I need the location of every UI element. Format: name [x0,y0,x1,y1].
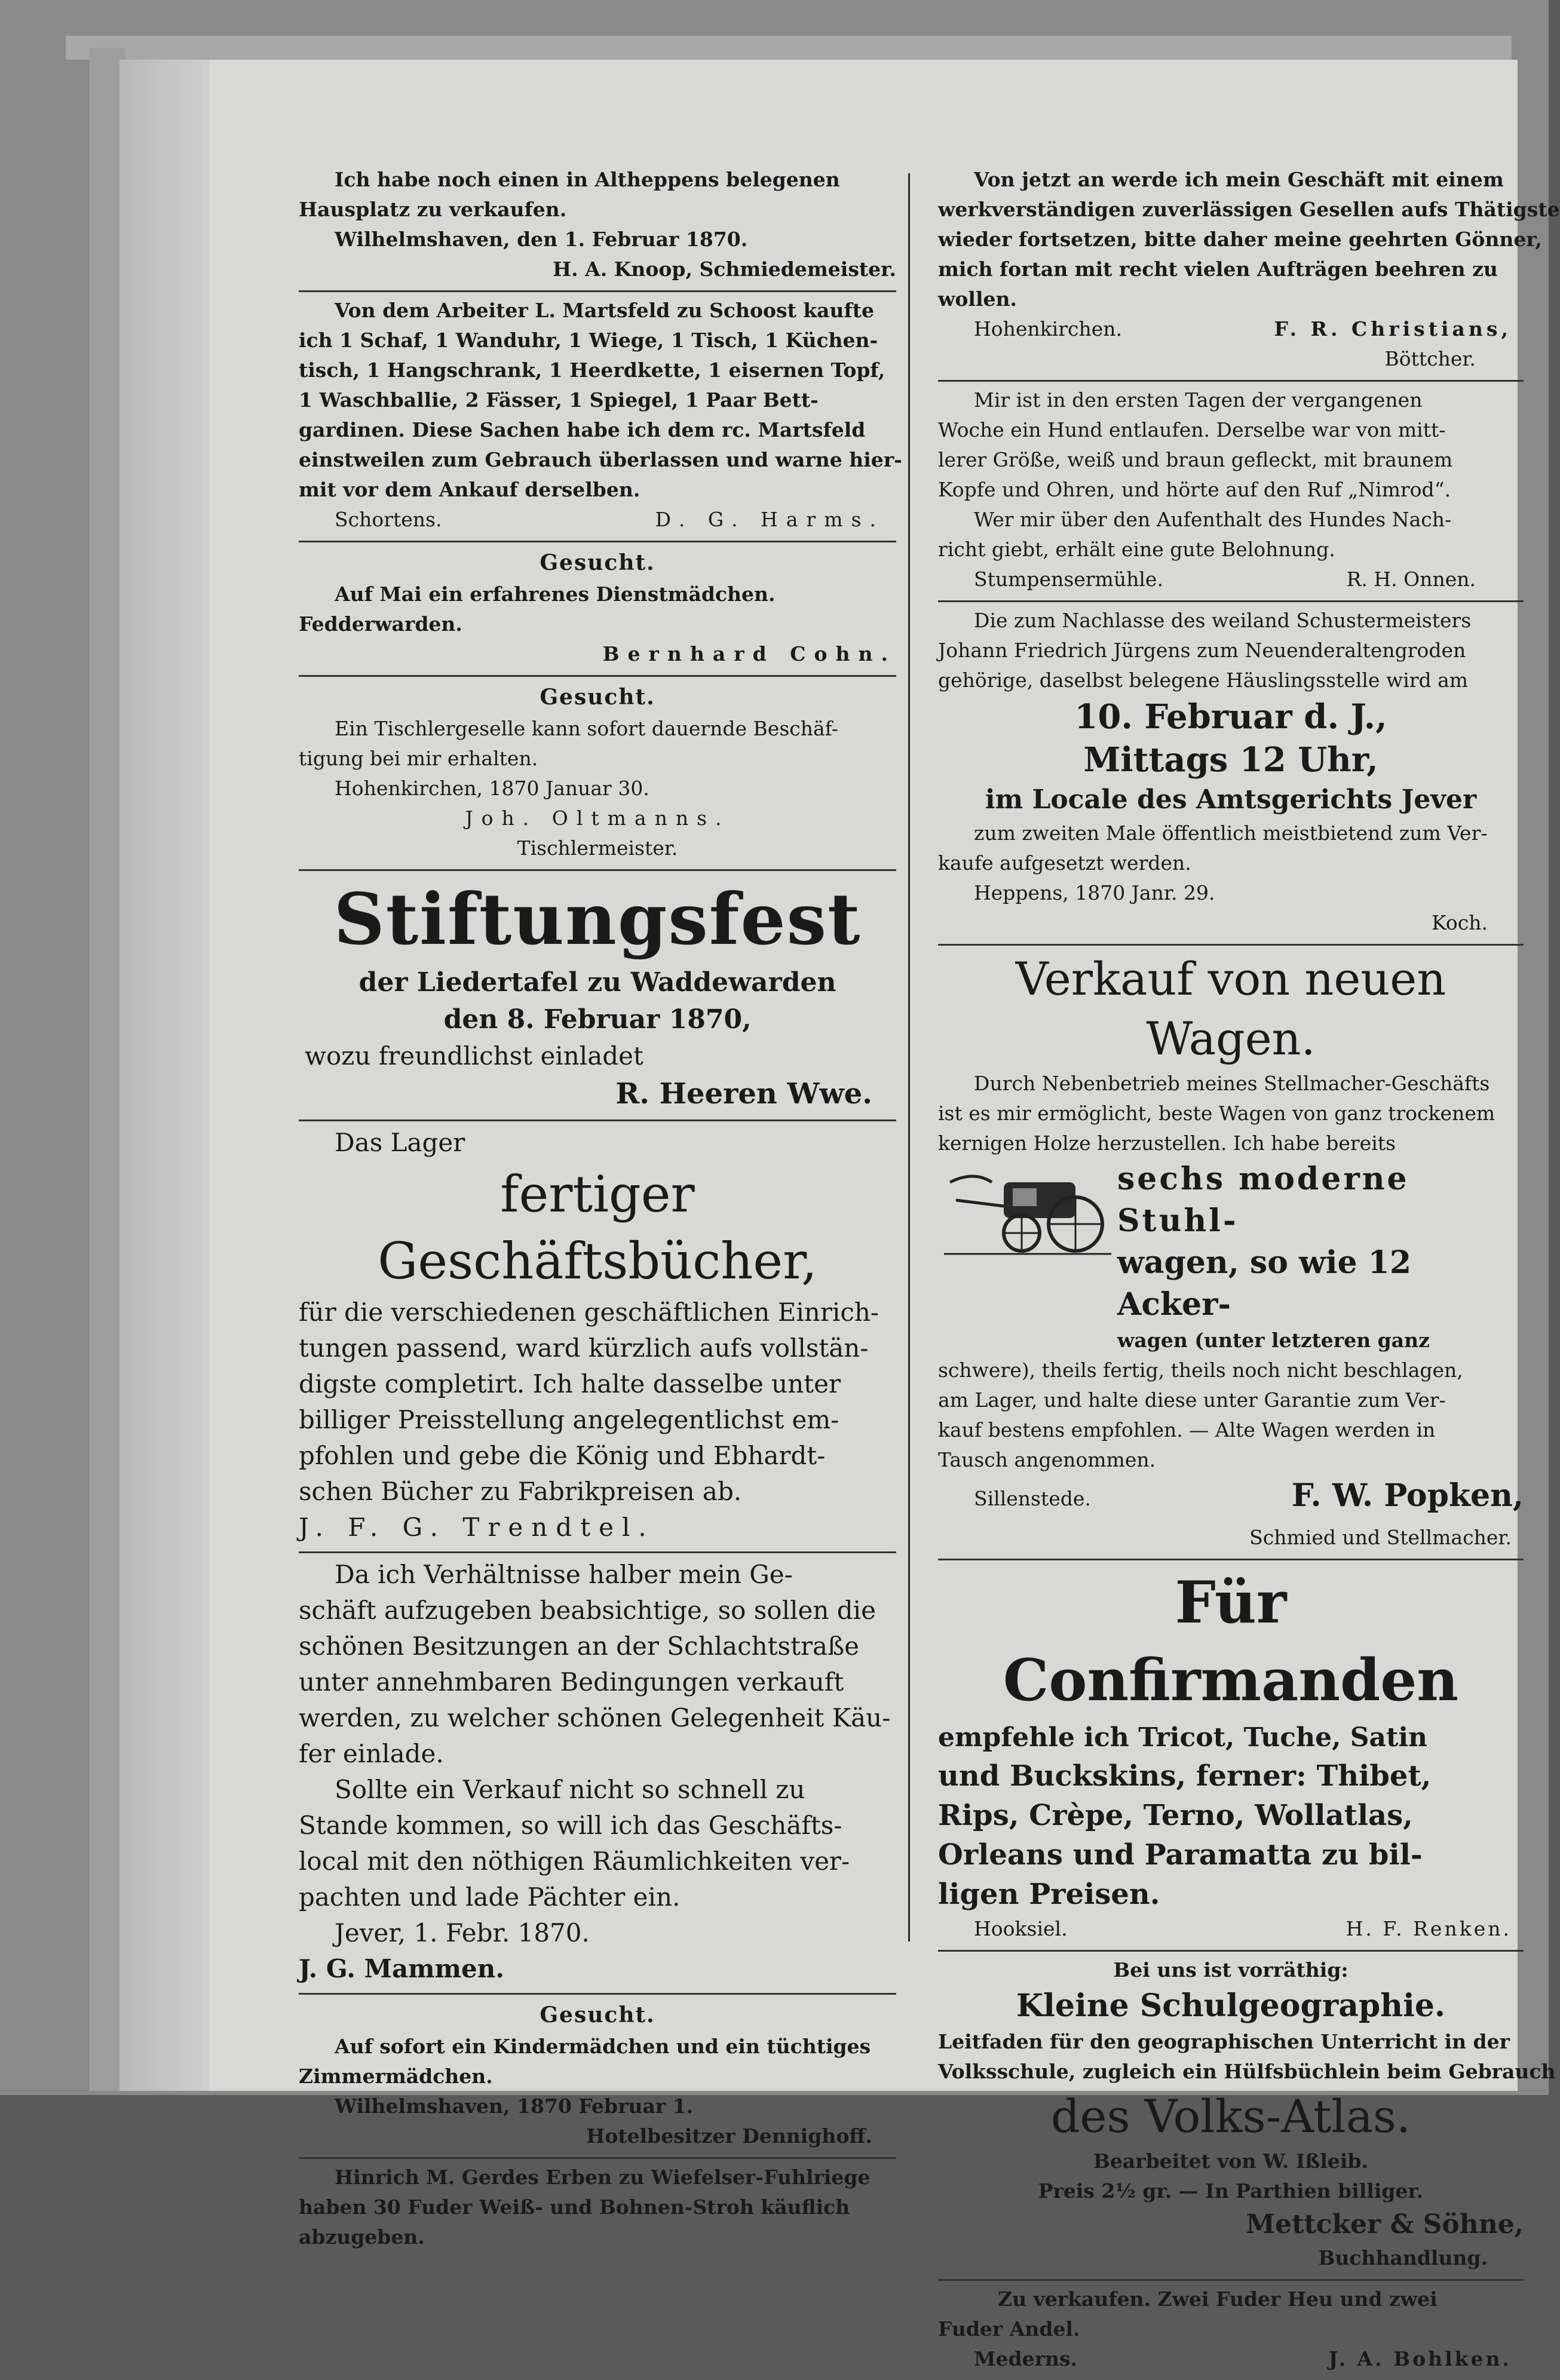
ad-text-line: für die verschiedenen geschäftlichen Einrich- [299,1298,879,1327]
ad-text-line: local mit den nöthigen Räumlichkeiten ver- [299,1847,850,1876]
ad-confirmanden [938,1560,1524,1952]
ad-text-line: Volksschule, zugleich ein Hülfsbüchlein beim Gebrauch [938,2060,1556,2083]
ad-title-secondary: des Volks-Atlas. [1050,2090,1411,2143]
ad-title: Stiftungsfest [333,878,862,961]
ad-text-line: schäft aufzugeben beabsichtige, so sollen die [299,1596,876,1625]
ad-dateline: Wilhelmshaven, den 1. Februar 1870. [335,228,748,251]
ad-author: Bearbeitet von W. Ißleib. [1093,2149,1368,2173]
ad-text-line: 1 Waschballie, 2 Fässer, 1 Spiegel, 1 Paar Bett- [299,388,819,412]
ad-hund-entlaufen [938,382,1524,602]
ad-text-line: der Liedertafel zu Waddewarden [358,967,836,998]
left-column [299,161,902,2249]
ad-text-line: Ich habe noch einen in Altheppens belegenen [335,168,840,191]
ad-tischlergeselle [299,677,896,871]
ad-dateline: Jever, 1. Febr. 1870. [335,1918,590,1947]
ad-place: Hohenkirchen. [974,317,1123,341]
ad-stroh [299,2159,896,2258]
ad-signature: J. A. Bohlken. [1328,2347,1512,2370]
ad-signature: J. G. Mammen. [299,1954,504,1983]
ad-text-line: Da ich Verhältnisse halber mein Ge- [335,1560,793,1589]
ad-wagen [938,946,1524,1560]
ad-title: fertiger Geschäftsbücher, [378,1165,817,1290]
ad-title: Buchhandlung. [1318,2246,1488,2269]
ad-text-line: unter annehmbaren Bedingungen verkauft [299,1667,844,1697]
ad-text-line: Leitfaden für den geographischen Unterricht in der [938,2030,1510,2053]
ad-text-line: wozu freundlichst einladet [305,1041,643,1071]
ad-signature: H. F. Renken. [1346,1917,1512,1940]
ad-intro: Das Lager [335,1128,465,1157]
ad-intro: Bei uns ist vorräthig: [1113,1958,1348,1982]
ad-signature: Koch. [1432,911,1488,934]
ad-date-big: 10. Februar d. J., [1074,697,1387,737]
ad-text-line: den 8. Februar 1870, [443,1004,752,1035]
ad-dienstmaedchen [299,542,896,677]
ad-text-line: Kopfe und Ohren, und hörte auf den Ruf „Nimrod“. [938,478,1451,501]
ad-hausplatz [299,161,896,292]
ad-signature: Bernhard Cohn. [602,642,896,665]
ad-price: Preis 2½ gr. — In Parthien billiger. [1038,2179,1424,2203]
ad-text-line: kaufe aufgesetzt werden. [938,851,1191,875]
ad-text-line: digste completirt. Ich halte dasselbe unter [299,1369,841,1398]
ad-carriage-text [1117,1158,1524,1355]
ad-text-line: sechs moderne Stuhl- [1117,1161,1409,1239]
ad-text-line: Orleans und Paramatta zu bil- [938,1838,1423,1872]
ad-title: Für Confirmanden [1003,1569,1459,1714]
ad-geschaeftsbuecher [299,1121,896,1553]
ad-text-line: gardinen. Diese Sachen habe ich dem rc. Martsfeld [299,418,866,441]
ad-text-line: zum zweiten Male öffentlich meistbietend zum Ver- [974,821,1488,845]
ad-text-line: billiger Preisstellung angelegentlichst em- [299,1405,839,1434]
page-stack-edge [119,60,209,2091]
ad-text-line: pachten und lade Pächter ein. [299,1882,681,1912]
ad-time-big: Mittags 12 Uhr, [1083,740,1378,780]
ad-place: Stumpensermühle. [974,568,1163,591]
ad-schulgeographie [938,1952,1556,2281]
ad-text-line: kernigen Holze herzustellen. Ich habe bereits [938,1131,1396,1155]
ad-dateline: Wilhelmshaven, 1870 Februar 1. [335,2094,694,2118]
ad-text-line: Tausch angenommen. [938,1448,1156,1471]
ad-text-line: Johann Friedrich Jürgens zum Neuenderaltengroden [938,639,1466,662]
ad-heading: Gesucht. [540,550,655,575]
ad-text-line: Zu verkaufen. Zwei Fuder Heu und zwei [998,2287,1438,2311]
carriage-illustration [938,1158,1117,1260]
ad-text-line: Die zum Nachlasse des weiland Schustermeisters [974,609,1472,632]
ad-title: Schmied und Stellmacher. [1249,1526,1512,1549]
ad-heading: Gesucht. [540,685,655,710]
ad-text-line: Hausplatz zu verkaufen. [299,198,567,221]
ad-signature: Joh. Oltmanns. [465,806,730,830]
ad-location: im Locale des Amtsgerichts Jever [985,784,1477,815]
ad-title: Tischlermeister. [517,836,678,860]
ad-text-line: abzugeben. [299,2225,425,2249]
ad-text-line: Mir ist in den ersten Tagen der vergangenen [974,388,1423,412]
ad-text-line: Fuder Andel. [938,2317,1080,2341]
ad-text-line: Auf Mai ein erfahrenes Dienstmädchen. [335,582,776,606]
ad-signature: J. F. G. Trendtel. [299,1513,655,1542]
ad-text-line: tungen passend, ward kürzlich aufs vollstän- [299,1333,869,1363]
ad-text-line: tigung bei mir erhalten. [299,747,538,770]
ad-text-line: pfohlen und gebe die König und Ebhardt- [299,1441,826,1470]
ad-text-line: Wer mir über den Aufenthalt des Hundes Nach- [974,508,1452,531]
ad-title: Böttcher. [1384,347,1476,370]
ad-text-line: schwere), theils fertig, theils noch nicht beschlagen, [938,1358,1463,1382]
ad-text-line: haben 30 Fuder Weiß- und Bohnen-Stroh käuflich [299,2195,850,2219]
ad-footer [299,505,896,535]
ad-footer [938,1914,1524,1944]
ad-christians [938,161,1560,382]
ad-signature: R. H. Onnen. [1346,568,1476,591]
ad-text-line: ich 1 Schaf, 1 Wanduhr, 1 Wiege, 1 Tisch, 1 Küchen- [299,329,878,352]
ad-signature: H. A. Knoop, Schmiedemeister. [552,257,896,281]
ad-carriage-block [938,1158,1524,1355]
ad-signature: Mettcker & Söhne, [1246,2209,1524,2240]
ad-text-line: werden, zu welcher schönen Gelegenheit Käu- [299,1703,891,1732]
ad-footer [938,2344,1524,2374]
ad-signature: F. R. Christians, [1274,317,1512,341]
ad-text-line: Woche ein Hund entlaufen. Derselbe war von mitt- [938,418,1446,441]
right-column [938,161,1560,2370]
ad-place: Sillenstede. [974,1487,1091,1510]
ad-text-line: richt giebt, erhält eine gute Belohnung. [938,538,1335,561]
ad-text-line: Auf sofort ein Kindermädchen und ein tüchtiges [335,2035,871,2058]
ad-text-line: kauf bestens empfohlen. — Alte Wagen werden in [938,1418,1436,1442]
ad-signature: R. Heeren Wwe. [615,1077,872,1111]
column-divider [908,173,910,1942]
ad-text-line: mit vor dem Ankauf derselben. [299,478,640,501]
ad-text-line: Von dem Arbeiter L. Martsfeld zu Schoost kaufte [335,299,874,322]
ad-place: Mederns. [974,2347,1078,2370]
ad-martsfeld [299,292,902,542]
ad-text-line: gehörige, daselbst belegene Häuslingsstelle wird am [938,668,1469,692]
ad-text-line: wollen. [938,287,1017,311]
ad-text-line: Zimmermädchen. [299,2065,493,2088]
ad-title: Kleine Schulgeographie. [1016,1988,1446,2024]
ad-heu [938,2281,1524,2380]
ad-text-line: wagen (unter letzteren ganz [1117,1329,1430,1352]
ad-text-line: Ein Tischlergeselle kann sofort dauernde Beschäf- [335,717,838,740]
ad-dateline: Hohenkirchen, 1870 Januar 30. [335,777,649,800]
ad-text-line: tisch, 1 Hangschrank, 1 Heerdkette, 1 eisernen Topf, [299,358,885,382]
ad-text-line: schönen Besitzungen an der Schlachtstraße [299,1631,860,1661]
ad-text-line: Durch Nebenbetrieb meines Stellmacher-Geschäfts [974,1072,1490,1095]
ad-text-line: Hinrich M. Gerdes Erben zu Wiefelser-Fuhlriege [335,2166,871,2189]
ad-text-line: fer einlade. [299,1739,444,1768]
ad-text-line: werkverständigen zuverlässigen Gesellen aufs Thätigste [938,198,1560,221]
ad-text-line: empfehle ich Tricot, Tuche, Satin [938,1722,1428,1753]
ad-text-line: ligen Preisen. [938,1878,1160,1911]
ad-footer [938,314,1524,344]
ad-place: Hooksiel. [974,1917,1068,1940]
ad-text-line: wagen, so wie 12 Acker- [1117,1244,1412,1323]
ad-schlachtstrasse [299,1553,896,1995]
ad-text-line: Sollte ein Verkauf nicht so schnell zu [335,1775,805,1804]
ad-text-line: wieder fortsetzen, bitte daher meine geehrten Gönner, [938,228,1542,251]
ad-text-line: ist es mir ermöglicht, beste Wagen von ganz trockenem [938,1102,1495,1125]
ad-text-line: Rips, Crèpe, Terno, Wollatlas, [938,1799,1413,1832]
ad-footer [938,565,1524,594]
ad-kindermaedchen [299,1995,896,2159]
ad-text-line: am Lager, und halte diese unter Garantie zum Ver- [938,1388,1446,1412]
ad-text-line: Fedderwarden. [299,612,462,636]
ad-text-line: einstweilen zum Gebrauch überlassen und warne hier- [299,448,902,471]
ad-text-line: lerer Größe, weiß und braun gefleckt, mit braunem [938,448,1453,471]
ad-signature: F. W. Popken, [1291,1477,1524,1514]
ad-text-line: Von jetzt an werde ich mein Geschäft mit einem [974,168,1504,191]
ad-heading: Gesucht. [540,2002,655,2028]
ad-title: Verkauf von neuen Wagen. [1015,952,1446,1065]
ad-dateline: Heppens, 1870 Janr. 29. [974,881,1215,904]
ad-text-line: und Buckskins, ferner: Thibet, [938,1759,1432,1793]
ad-signature: Hotelbesitzer Dennighoff. [586,2124,872,2148]
ad-text-line: mich fortan mit recht vielen Aufträgen beehren zu [938,257,1498,281]
ad-footer [938,1475,1524,1523]
ad-stiftungsfest [299,871,896,1121]
ad-signature: D. G. Harms. [655,508,884,531]
ad-haeuslingsstelle [938,602,1524,946]
ad-place: Schortens. [335,508,442,531]
book-cover-top [66,36,1512,60]
ad-text-line: Stande kommen, so will ich das Geschäfts- [299,1811,842,1840]
ad-text-line: schen Bücher zu Fabrikpreisen ab. [299,1477,742,1506]
